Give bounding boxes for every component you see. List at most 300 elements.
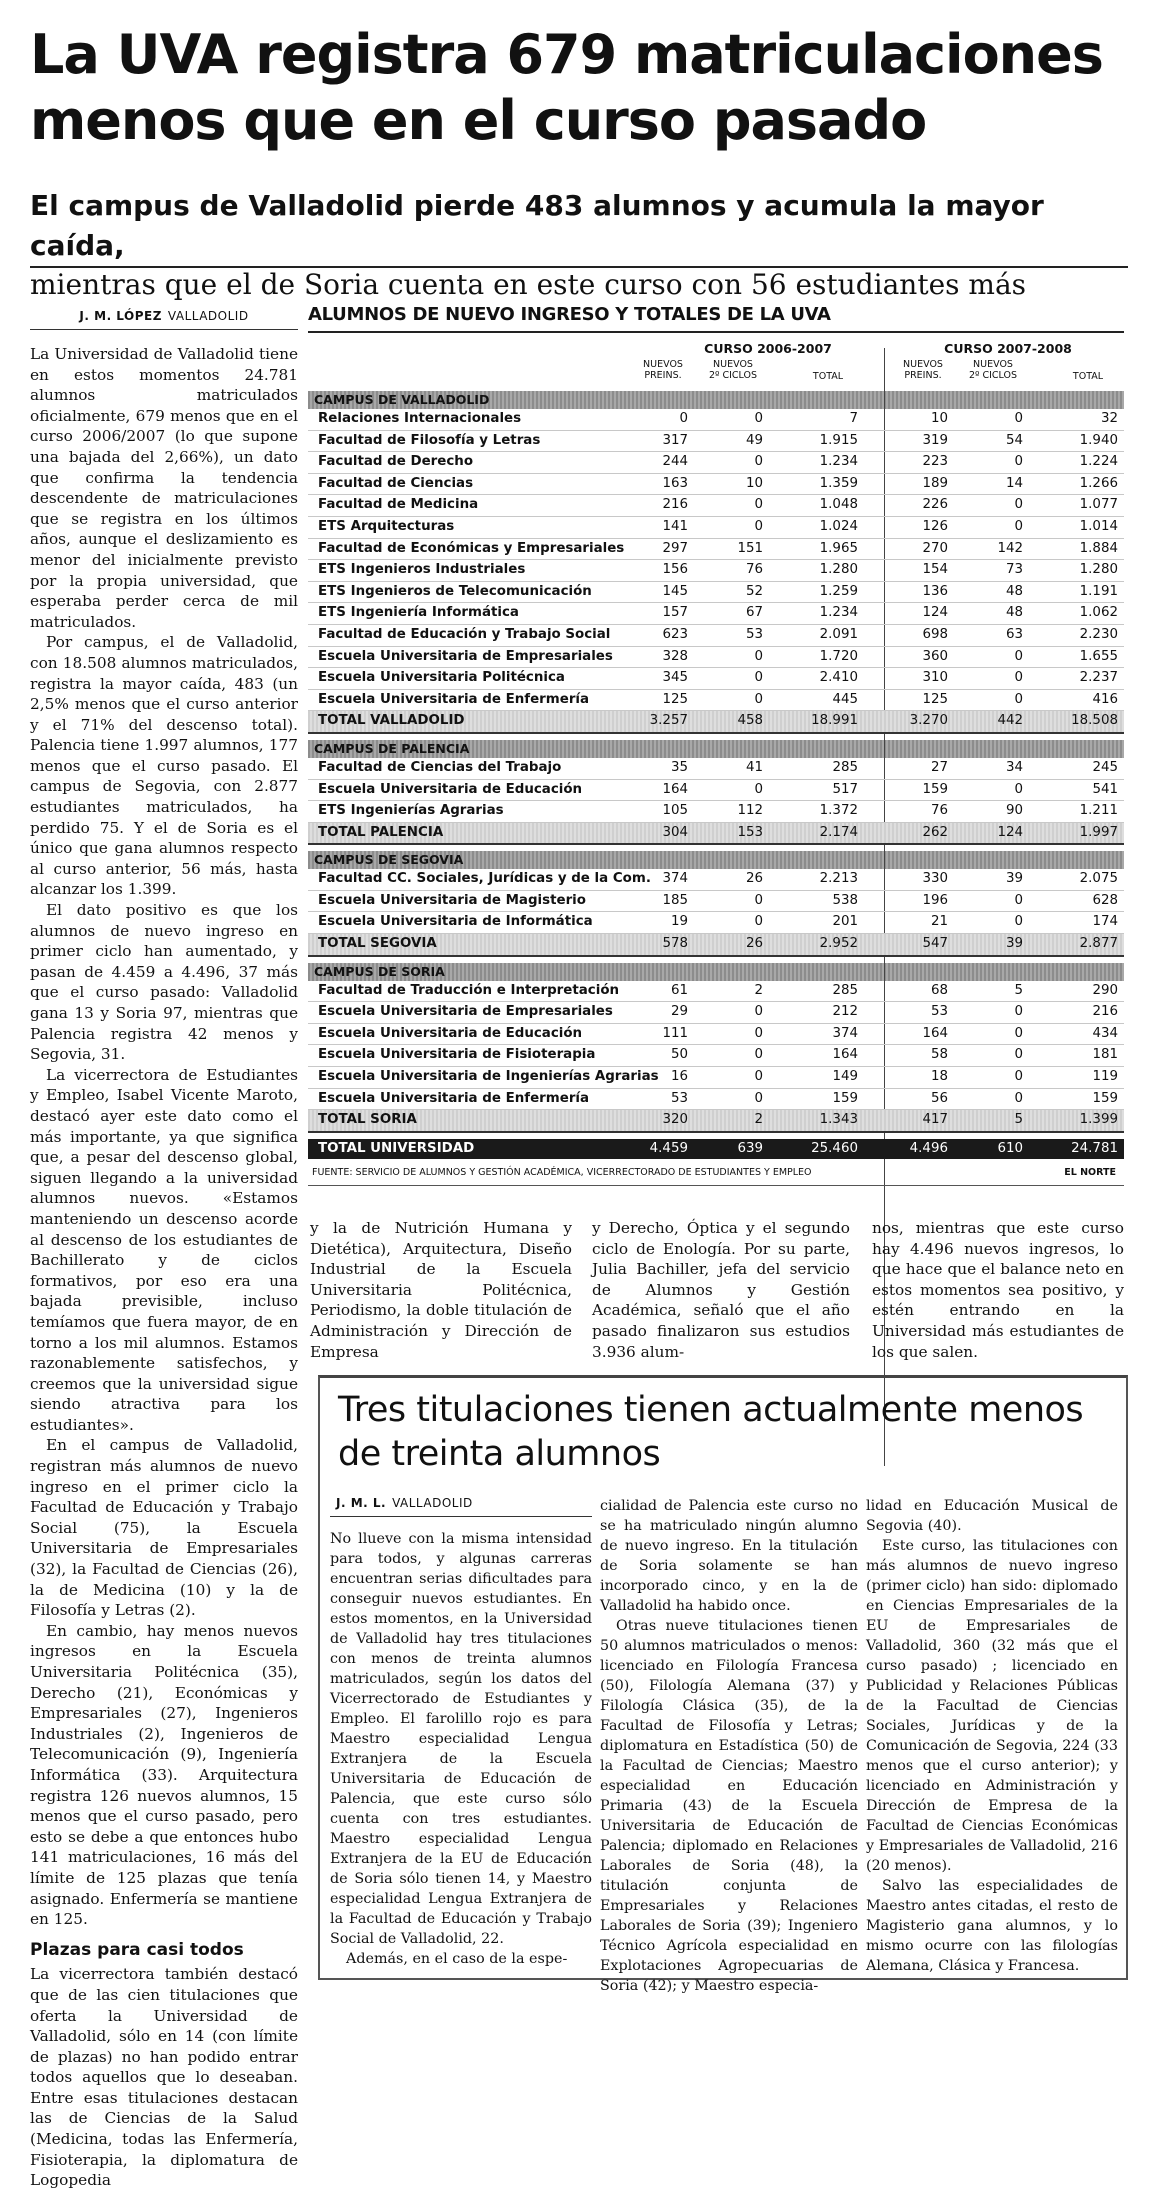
table-row: [308, 409, 1124, 431]
byline-place: VALLADOLID: [167, 309, 249, 323]
article-body: [30, 344, 298, 2191]
paragraph: Este curso, las titulaciones con más alumnos de nuevo ingreso (primer ciclo) han sido: diplomado en Ciencias Empresariales de la EU de Empresariales de Valladolid, 360 (32 más que el curso pasado) ; licenciado en Publicidad y Relaciones Públicas de la Facultad de Ciencias Sociales, Jurídicas y de la Comunicación de Segovia, 224 (33 menos que el curso anterior); y licenciado en Administración y Dirección de Empresa de la Facultad de Ciencias Económicas y Empresariales de Valladolid, 216 (20 menos).: [866, 1538, 1118, 1874]
main-article-column-4: [872, 1218, 1124, 1362]
table-cell: 124: [922, 605, 948, 621]
table-cell: 119: [1092, 1069, 1118, 1085]
row-label: ETS Ingeniería Informática: [318, 605, 519, 621]
row-label: Escuela Universitaria Politécnica: [318, 670, 565, 686]
table-cell: 0: [1014, 1090, 1023, 1106]
sub-byline-author: J. M. L.: [336, 1496, 387, 1510]
table-cell: 1.062: [1079, 605, 1118, 621]
table-cell: 547: [922, 936, 948, 952]
table-row: [308, 495, 1124, 517]
table-row: [308, 668, 1124, 690]
table-cell: 2.237: [1079, 670, 1118, 686]
table-cell: 58: [930, 1047, 948, 1063]
table-cell: 310: [922, 670, 948, 686]
row-label: Facultad de Derecho: [318, 454, 474, 470]
row-label: Escuela Universitaria de Magisterio: [318, 892, 586, 908]
sub-article-body: [330, 1529, 592, 1969]
table-cell: 290: [1092, 982, 1118, 998]
row-label: Facultad de Ciencias del Trabajo: [318, 759, 562, 775]
paragraph: Salvo las especialidades de Maestro antes citadas, el resto de Magisterio gana alumnos, y lo mismo ocurre con las filologías Alemana, Clásica y Francesa.: [866, 1878, 1118, 1974]
table-cell: 0: [1014, 670, 1023, 686]
table-cell: 1.940: [1079, 432, 1118, 448]
col-header-new-preins: NUEVOS PREINS.: [643, 359, 683, 381]
sub-byline-place: VALLADOLID: [392, 1496, 473, 1510]
table-cell: 328: [662, 648, 688, 664]
table-cell: 14: [1005, 475, 1023, 491]
table-cell: 0: [1014, 497, 1023, 513]
paragraph: Además, en el caso de la espe-: [346, 1951, 568, 1967]
table-cell: 0: [754, 648, 763, 664]
table-cell: 29: [670, 1004, 688, 1020]
row-label: Facultad de Medicina: [318, 497, 479, 513]
table-cell: 32: [1100, 411, 1118, 426]
row-label: ETS Arquitecturas: [318, 518, 455, 534]
table-cell: 145: [662, 583, 688, 599]
table-cell: 16: [670, 1069, 688, 1085]
table-cell: 7: [849, 411, 858, 426]
enrollment-table: [308, 304, 1124, 1186]
table-cell: 0: [1014, 411, 1023, 426]
table-cell: 317: [662, 432, 688, 448]
table-row: [308, 1089, 1124, 1111]
table-cell: 124: [997, 824, 1023, 840]
row-label: Facultad de Ciencias: [318, 475, 474, 491]
byline: [30, 309, 298, 330]
table-row: [308, 603, 1124, 625]
table-cell: 10: [930, 411, 948, 426]
table-body: [308, 391, 1124, 1133]
table-cell: 2: [754, 982, 763, 998]
table-cell: 1.884: [1079, 540, 1118, 556]
table-row: [308, 981, 1124, 1003]
table-cell: 1.997: [1079, 824, 1118, 840]
table-cell: 126: [922, 518, 948, 534]
table-cell: 623: [662, 626, 688, 642]
paragraph: lidad en Educación Musical de Segovia (40).: [866, 1498, 1118, 1534]
sub-article-title: Tres titulaciones tienen actualmente menos de treinta alumnos: [338, 1390, 1084, 1474]
table-cell: 417: [922, 1112, 948, 1128]
table-cell: 223: [922, 454, 948, 470]
table-cell: 159: [1092, 1090, 1118, 1106]
table-cell: 374: [832, 1025, 858, 1041]
table-cell: 610: [997, 1140, 1023, 1156]
table-cell: 628: [1092, 892, 1118, 908]
table-cell: 1.720: [819, 648, 858, 664]
subheadline: [30, 186, 1130, 304]
table-row: [308, 690, 1124, 712]
table-cell: 105: [662, 803, 688, 819]
table-cell: 149: [832, 1069, 858, 1085]
table-row: [308, 539, 1124, 561]
table-cell: 39: [1005, 871, 1023, 887]
table-cell: 2.952: [819, 936, 858, 952]
table-cell: 262: [922, 824, 948, 840]
table-cell: 90: [1005, 803, 1023, 819]
row-label: Escuela Universitaria de Fisioterapia: [318, 1047, 596, 1063]
table-cell: 196: [922, 892, 948, 908]
table-cell: 2.091: [819, 626, 858, 642]
table-cell: 1.280: [819, 562, 858, 578]
table-cell: 18: [930, 1069, 948, 1085]
table-cell: 181: [1092, 1047, 1118, 1063]
row-label: TOTAL VALLADOLID: [318, 713, 465, 729]
table-cell: 416: [1092, 691, 1118, 707]
table-title: ALUMNOS DE NUEVO INGRESO Y TOTALES DE LA UVA: [308, 304, 1124, 333]
table-cell: 76: [745, 562, 763, 578]
headline: La UVA registra 679 matriculaciones menos que en el curso pasado: [30, 23, 1103, 152]
table-cell: 18.508: [1071, 713, 1118, 729]
table-cell: 2: [754, 1112, 763, 1128]
paragraph: En el campus de Valladolid, registran más alumnos de nuevo ingreso en el primer ciclo la Facultad de Educación y Trabajo Social (75), la Escuela Universitaria de Empresariales (32), la Facultad de Ciencias (26), la de Medicina (10) y la de Filosofía y Letras (2).: [30, 1436, 298, 1620]
table-section-header: CAMPUS DE VALLADOLID: [308, 391, 1124, 409]
paragraph: La vicerrectora de Estudiantes y Empleo, Isabel Vicente Maroto, destacó ayer este dato como el más importante, ya que significa que, a pesar del descenso global, siguen llegando a la universidad alumnos nuevos. «Estamos manteniendo un descenso acorde al descenso de los estudiantes de Bachillerato y de ciclos formativos, por eso era una bajada previsible, incluso temíamos que fuera mayor, de en torno a los mil alumnos. Estamos razonablemente satisfechos, y creemos que la universidad sigue siendo atractiva para los estudiantes».: [30, 1065, 298, 1434]
table-cell: 0: [1014, 518, 1023, 534]
main-article-column-2: [310, 1218, 572, 1362]
table-cell: 1.280: [1079, 562, 1118, 578]
table-cell: 458: [737, 713, 763, 729]
table-cell: 2.877: [1079, 936, 1118, 952]
table-cell: 0: [754, 454, 763, 470]
group-header-2006: CURSO 2006-2007: [704, 341, 832, 356]
table-cell: 67: [745, 605, 763, 621]
table-row: [308, 891, 1124, 913]
table-row-total: [308, 711, 1124, 734]
table-cell: 157: [662, 605, 688, 621]
table-header: [308, 333, 1124, 385]
table-cell: 1.014: [1079, 518, 1118, 534]
table-cell: 0: [754, 411, 763, 426]
paragraph: y Derecho, Óptica y el segundo ciclo de Enología. Por su parte, Julia Bachiller, jefa del servicio de Alumnos y Gestión Académica, señaló que el año pasado finalizaron sus estudios 3.936 alum-: [592, 1219, 850, 1361]
table-cell: 0: [1014, 1047, 1023, 1063]
table-row-total: [308, 823, 1124, 846]
table-cell: 0: [1014, 914, 1023, 930]
row-label: TOTAL SEGOVIA: [318, 936, 437, 952]
table-cell: 151: [737, 540, 763, 556]
table-cell: 0: [1014, 892, 1023, 908]
col-header-new-2nd-cycle: NUEVOS 2º CICLOS: [708, 359, 758, 381]
table-cell: 538: [832, 892, 858, 908]
table-cell: 142: [997, 540, 1023, 556]
row-label: Facultad CC. Sociales, Jurídicas y de la Com.: [318, 871, 651, 887]
table-cell: 154: [922, 562, 948, 578]
col-header-total: TOTAL: [812, 371, 844, 382]
byline-author: J. M. LÓPEZ: [79, 309, 162, 323]
table-cell: 1.259: [819, 583, 858, 599]
row-label: Facultad de Filosofía y Letras: [318, 432, 541, 448]
table-cell: 26: [745, 936, 763, 952]
table-row-total: [308, 934, 1124, 957]
table-row: [308, 912, 1124, 934]
table-row: [308, 431, 1124, 453]
table-row-total: [308, 1110, 1124, 1133]
paragraph: El dato positivo es que los alumnos de nuevo ingreso en primer ciclo han aumentado, y pasan de 4.459 a 4.496, 37 más que el curso pasado: Valladolid gana 13 y Soria 97, mientras que Palencia registra 42 menos y Segovia, 31.: [30, 901, 298, 1064]
table-row: [308, 452, 1124, 474]
table-cell: 53: [745, 626, 763, 642]
row-label: Escuela Universitaria de Informática: [318, 914, 593, 930]
table-row: [308, 474, 1124, 496]
table-cell: 153: [737, 824, 763, 840]
table-cell: 0: [1014, 691, 1023, 707]
table-cell: 48: [1005, 583, 1023, 599]
table-cell: 0: [754, 670, 763, 686]
table-cell: 73: [1005, 562, 1023, 578]
col-header-new-preins: NUEVOS PREINS.: [903, 359, 943, 381]
table-cell: 26: [745, 871, 763, 887]
table-cell: 245: [1092, 759, 1118, 775]
sub-byline: [330, 1496, 592, 1517]
table-cell: 159: [832, 1090, 858, 1106]
table-section-header: CAMPUS DE PALENCIA: [308, 740, 1124, 758]
table-footer: [308, 1165, 1124, 1186]
table-cell: 25.460: [811, 1140, 858, 1156]
table-cell: 189: [922, 475, 948, 491]
table-cell: 156: [662, 562, 688, 578]
headline-rule: [30, 266, 1128, 268]
table-cell: 112: [737, 803, 763, 819]
row-label: Facultad de Educación y Trabajo Social: [318, 626, 611, 642]
table-section-header: CAMPUS DE SEGOVIA: [308, 851, 1124, 869]
table-cell: 2.230: [1079, 626, 1118, 642]
row-label: Escuela Universitaria de Educación: [318, 1025, 583, 1041]
table-cell: 1.372: [819, 803, 858, 819]
table-cell: 53: [930, 1004, 948, 1020]
table-cell: 3.270: [909, 713, 948, 729]
article-subheading: Plazas para casi todos: [30, 1939, 244, 1960]
table-cell: 442: [997, 713, 1023, 729]
table-row: [308, 517, 1124, 539]
table-cell: 164: [922, 1025, 948, 1041]
table-cell: 0: [754, 1069, 763, 1085]
table-row-grand-total: [308, 1139, 1124, 1160]
table-cell: 136: [922, 583, 948, 599]
col-header-total: TOTAL: [1072, 371, 1104, 382]
table-cell: 320: [662, 1112, 688, 1128]
table-cell: 304: [662, 824, 688, 840]
table-cell: 226: [922, 497, 948, 513]
table-cell: 50: [670, 1047, 688, 1063]
table-cell: 1.211: [1079, 803, 1118, 819]
table-cell: 698: [922, 626, 948, 642]
table-cell: 0: [754, 497, 763, 513]
table-cell: 52: [745, 583, 763, 599]
table-cell: 18.991: [811, 713, 858, 729]
table-cell: 159: [922, 781, 948, 797]
table-cell: 27: [930, 759, 948, 775]
col-header-new-2nd-cycle: NUEVOS 2º CICLOS: [968, 359, 1018, 381]
table-row: [308, 1002, 1124, 1024]
table-row: [308, 625, 1124, 647]
table-cell: 1.224: [1079, 454, 1118, 470]
paragraph: nos, mientras que este curso hay 4.496 nuevos ingresos, lo que hace que el balance neto en estos momentos sea positivo, y estén entrando en la Universidad más estudiantes de los que salen.: [872, 1219, 1124, 1361]
row-label: Facultad de Económicas y Empresariales: [318, 540, 625, 556]
table-cell: 1.077: [1079, 497, 1118, 513]
row-label: ETS Ingenieros Industriales: [318, 562, 526, 578]
table-cell: 125: [922, 691, 948, 707]
table-cell: 3.257: [649, 713, 688, 729]
table-cell: 34: [1005, 759, 1023, 775]
table-cell: 164: [662, 781, 688, 797]
table-cell: 1.915: [819, 432, 858, 448]
paragraph: cialidad de Palencia este curso no se ha matriculado ningún alumno de nuevo ingreso. En la titulación de Soria solamente se han incorporado cinco, y en la de Valladolid ha habido once.: [600, 1498, 858, 1614]
table-cell: 0: [754, 691, 763, 707]
row-label: Facultad de Traducción e Interpretación: [318, 982, 620, 998]
table-cell: 61: [670, 982, 688, 998]
table-cell: 374: [662, 871, 688, 887]
main-article-column-3: [592, 1218, 850, 1362]
table-cell: 0: [754, 1090, 763, 1106]
table-cell: 0: [1014, 454, 1023, 470]
table-cell: 2.410: [819, 670, 858, 686]
paragraph: La Universidad de Valladolid tiene en estos momentos 24.781 alumnos matriculados oficialmente, 679 menos que en el curso 2006/2007 (lo que supone una bajada del 2,66%), un dato que confirma la tendencia descendente de matriculaciones que se registra en los últimos años, aunque el deslizamiento es menor del inicialmente previsto por la propia universidad, que esperaba perder cerca de mil matriculados.: [30, 345, 298, 631]
table-cell: 2.075: [1079, 871, 1118, 887]
table-cell: 0: [754, 518, 763, 534]
table-cell: 216: [662, 497, 688, 513]
table-source: FUENTE: SERVICIO DE ALUMNOS Y GESTIÓN ACADÉMICA, VICERRECTORADO DE ESTUDIANTES Y EMPLEO: [312, 1167, 812, 1179]
group-header-2007: CURSO 2007-2008: [944, 341, 1072, 356]
table-row: [308, 1045, 1124, 1067]
table-cell: 0: [754, 781, 763, 797]
table-cell: 163: [662, 475, 688, 491]
paragraph: En cambio, hay menos nuevos ingresos en la Escuela Universitaria Politécnica (35), Derecho (21), Económicas y Empresariales (27), Ingenieros Industriales (2), Ingenieros de Telecomunicación (9), Ingeniería Informática (33). Arquitectura registra 126 nuevos alumnos, 15 menos que el curso pasado, pero esto se debe a que entonces hubo 141 matriculaciones, 16 más del límite de 125 plazas que tenía asignado. Enfermería se mantiene en 125.: [30, 1621, 298, 1929]
table-cell: 141: [662, 518, 688, 534]
row-label: ETS Ingenierías Agrarias: [318, 803, 504, 819]
table-cell: 0: [754, 914, 763, 930]
table-cell: 434: [1092, 1025, 1118, 1041]
table-cell: 56: [930, 1090, 948, 1106]
table-cell: 68: [930, 982, 948, 998]
table-cell: 185: [662, 892, 688, 908]
table-cell: 24.781: [1071, 1140, 1118, 1156]
row-label: Escuela Universitaria de Enfermería: [318, 1090, 590, 1106]
table-cell: 445: [832, 691, 858, 707]
table-cell: 174: [1092, 914, 1118, 930]
table-cell: 39: [1005, 936, 1023, 952]
row-label: Escuela Universitaria de Empresariales: [318, 648, 613, 664]
table-row: [308, 758, 1124, 780]
table-cell: 0: [754, 1047, 763, 1063]
table-cell: 48: [1005, 605, 1023, 621]
table-cell: 1.359: [819, 475, 858, 491]
table-row: [308, 647, 1124, 669]
table-cell: 1.399: [1079, 1112, 1118, 1128]
table-cell: 1.234: [819, 605, 858, 621]
table-cell: 2.174: [819, 824, 858, 840]
table-cell: 1.343: [819, 1112, 858, 1128]
paragraph: Por campus, el de Valladolid, con 18.508 alumnos matriculados, registra la mayor caída, 483 (un 2,5% menos que el curso anterior y el 71% del descenso total). Palencia tiene 1.997 alumnos, 177 menos que el curso pasado. El campus de Segovia, con 2.877 estudiantes matriculados, ha perdido 75. Y el de Soria es el único que gana alumnos respecto al curso anterior, 56 más, hasta alcanzar los 1.399.: [30, 633, 298, 899]
subheadline-line-2: mientras que el de Soria cuenta en este curso con 56 estudiantes más: [30, 268, 1027, 301]
table-cell: 2.213: [819, 871, 858, 887]
table-cell: 19: [670, 914, 688, 930]
table-cell: 285: [832, 759, 858, 775]
table-cell: 0: [1014, 648, 1023, 664]
table-cell: 270: [922, 540, 948, 556]
table-credit: EL NORTE: [1064, 1167, 1116, 1179]
table-cell: 319: [922, 432, 948, 448]
table-cell: 10: [745, 475, 763, 491]
main-article-column-1: [30, 309, 298, 2191]
table-cell: 1.266: [1079, 475, 1118, 491]
table-cell: 111: [662, 1025, 688, 1041]
paragraph: La vicerrectora también destacó que de las cien titulaciones que oferta la Universidad de Valladolid, sólo en 14 (con límite de plazas) no han podido entrar todos aquellos que lo deseaban. Entre esas titulaciones destacan las de Ciencias de la Salud (Medicina, todas las Enfermería, Fisioterapia, la diplomatura de Logopedia: [30, 1965, 298, 2190]
table-cell: 1.048: [819, 497, 858, 513]
table-cell: 244: [662, 454, 688, 470]
row-label: Escuela Universitaria de Educación: [318, 781, 583, 797]
table-cell: 1.191: [1079, 583, 1118, 599]
table-cell: 76: [930, 803, 948, 819]
table-cell: 285: [832, 982, 858, 998]
table-row: [308, 1067, 1124, 1089]
table-row: [308, 801, 1124, 823]
table-cell: 360: [922, 648, 948, 664]
table-cell: 639: [737, 1140, 763, 1156]
table-cell: 4.496: [909, 1140, 948, 1156]
table-cell: 0: [1014, 1069, 1023, 1085]
table-cell: 5: [1014, 982, 1023, 998]
table-cell: 125: [662, 691, 688, 707]
paragraph: No llueve con la misma intensidad para todos, y algunas carreras encuentran serias dificultades para conseguir nuevos estudiantes. En estos momentos, en la Universidad de Valladolid hay tres titulaciones con menos de treinta alumnos matriculados, según los datos del Vicerrectorado de Estudiantes y Empleo. El farolillo rojo es para Maestro especialidad Lengua Extranjera de la Escuela Universitaria de Educación de Palencia, que este curso sólo cuenta con tres estudiantes. Maestro especialidad Lengua Extranjera de la EU de Educación de Soria sólo tienen 14, y Maestro especialidad Lengua Extranjera de la Facultad de Educación y Trabajo Social de Valladolid, 22.: [330, 1531, 592, 1947]
table-cell: 41: [745, 759, 763, 775]
table-cell: 0: [1014, 1025, 1023, 1041]
table-cell: 1.965: [819, 540, 858, 556]
table-cell: 4.459: [649, 1140, 688, 1156]
table-row: [308, 582, 1124, 604]
table-row: [308, 780, 1124, 802]
table-cell: 54: [1005, 432, 1023, 448]
table-section-header: CAMPUS DE SORIA: [308, 963, 1124, 981]
table-cell: 35: [670, 759, 688, 775]
row-label: TOTAL PALENCIA: [318, 824, 444, 840]
table-cell: 578: [662, 936, 688, 952]
sub-article-column-1: [330, 1496, 592, 1969]
paragraph: y la de Nutrición Humana y Dietética), Arquitectura, Diseño Industrial de la Escuela Universitaria Politécnica, Periodismo, la doble titulación de Administración y Dirección de Empresa: [310, 1219, 572, 1361]
row-label: ETS Ingenieros de Telecomunicación: [318, 583, 592, 599]
table-cell: 0: [1014, 1004, 1023, 1020]
table-cell: 297: [662, 540, 688, 556]
row-label: TOTAL UNIVERSIDAD: [318, 1140, 475, 1156]
table-cell: 5: [1014, 1112, 1023, 1128]
table-row: [308, 1024, 1124, 1046]
sub-article-column-3: [866, 1496, 1118, 1976]
table-cell: 49: [745, 432, 763, 448]
table-cell: 0: [754, 1025, 763, 1041]
table-cell: 0: [754, 892, 763, 908]
paragraph: Otras nueve titulaciones tienen 50 alumnos matriculados o menos: licenciado en Filología Francesa (50), Filología Alemana (37) y Filología Clásica (35), de la Facultad de Filosofía y Letras; diplomatura en Estadística (50) de la Facultad de Ciencias; Maestro especialidad en Educación Primaria (43) de la Escuela Universitaria de Educación de Palencia; diplomado en Relaciones Laborales de Soria (48), la titulación conjunta de Empresariales y Relaciones Laborales de Soria (39); Ingeniero Técnico Agrícola especialidad en Explotaciones Agropecuarias de Soria (42); y Maestro especia-: [600, 1618, 858, 1994]
table-row: [308, 869, 1124, 891]
row-label: Relaciones Internacionales: [318, 411, 522, 426]
table-cell: 164: [832, 1047, 858, 1063]
row-label: Escuela Universitaria de Empresariales: [318, 1004, 613, 1020]
table-cell: 541: [1092, 781, 1118, 797]
sub-article-column-2: [600, 1496, 858, 1996]
table-cell: 345: [662, 670, 688, 686]
table-cell: 1.024: [819, 518, 858, 534]
table-cell: 21: [930, 914, 948, 930]
table-cell: 201: [832, 914, 858, 930]
table-cell: 330: [922, 871, 948, 887]
table-cell: 63: [1005, 626, 1023, 642]
table-row: [308, 560, 1124, 582]
table-cell: 0: [754, 1004, 763, 1020]
row-label: Escuela Universitaria de Ingenierías Agrarias: [318, 1069, 659, 1085]
subheadline-line-1: El campus de Valladolid pierde 483 alumnos y acumula la mayor caída,: [30, 189, 1044, 262]
table-cell: 517: [832, 781, 858, 797]
table-cell: 1.234: [819, 454, 858, 470]
table-cell: 0: [679, 411, 688, 426]
table-cell: 216: [1092, 1004, 1118, 1020]
